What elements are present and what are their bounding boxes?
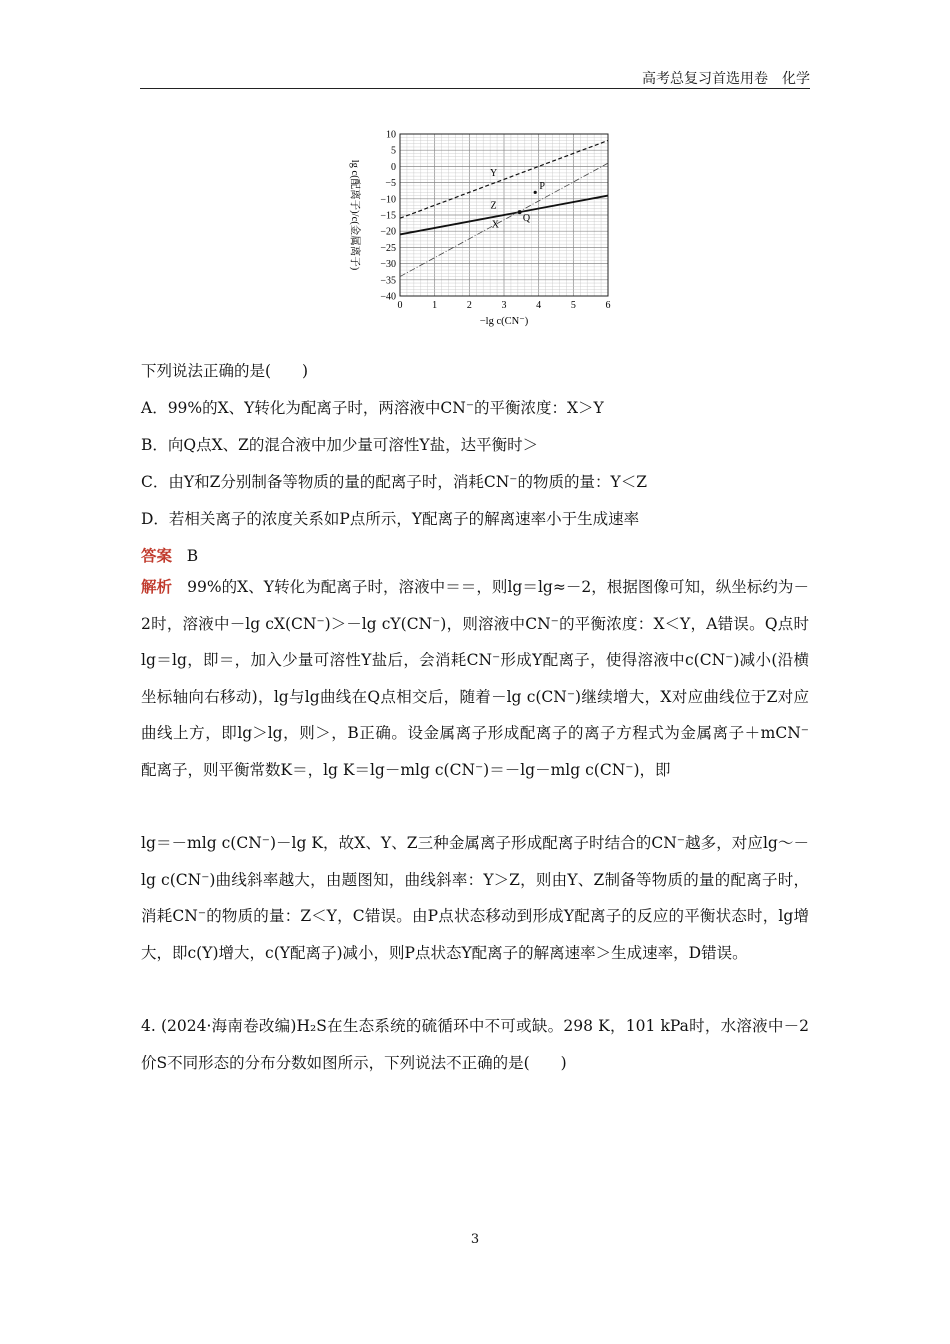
annotation-label-Y: Y bbox=[489, 167, 498, 179]
y-tick-label: −30 bbox=[380, 259, 396, 271]
annotation-label-P: P bbox=[539, 180, 545, 192]
annotation-label-X: X bbox=[491, 219, 499, 231]
point-p-marker bbox=[534, 191, 537, 194]
y-axis-title: lg c(配离子)/c(金属离子) bbox=[349, 159, 360, 271]
analysis-text-1: 99%的X、Y转化为配离子时，溶液中＝＝，则lg＝lg≈－2，根据图像可知，纵坐标约为－2时，溶液中－lg cX(CN⁻)＞－lg cY(CN⁻)，则溶液中CN⁻的平衡浓度：X＜Y，A错误。Q点时lg＝lg，即＝，加入少量可溶性Y盐后，会消耗CN⁻形成Y配离子，使得溶液中c(CN⁻)减小(沿横坐标轴向右移动)，lg与lg曲线在Q点相交后，随着－lg c(CN⁻)继续增大，X对应曲线位于Z对应曲线上方，即lg＞lg，则＞，B正确。设金属离子形成配离子的离子方程式为金属离子＋mCN⁻ 配离子，则平衡常数K＝，lg K＝lg－mlg c(CN⁻)＝－lg－mlg c(CN⁻)，即 bbox=[141, 578, 841, 779]
y-tick-label: −10 bbox=[380, 194, 396, 206]
option-b: B．向Q点X、Z的混合液中加少量可溶性Y盐，达平衡时＞ bbox=[141, 436, 539, 454]
y-tick-label: −5 bbox=[385, 178, 396, 190]
question-4: 4. (2024·海南卷改编)H₂S在生态系统的硫循环中不可或缺。298 K，101 kPa时，水溶液中－2价S不同形态的分布分数如图所示，下列说法不正确的是( ) bbox=[141, 1017, 809, 1072]
x-tick-label: 1 bbox=[432, 300, 438, 311]
annotation-label-Q: Q bbox=[522, 213, 531, 225]
page-header bbox=[140, 66, 810, 89]
x-tick-label: 5 bbox=[570, 300, 576, 311]
answer-line bbox=[141, 545, 811, 567]
analysis-label: 解析 bbox=[141, 577, 173, 596]
x-tick-label: 6 bbox=[605, 300, 611, 311]
x-tick-label: 3 bbox=[501, 300, 507, 311]
y-tick-label: −20 bbox=[380, 226, 396, 238]
page-number: 3 bbox=[470, 1232, 480, 1247]
y-tick-label: 5 bbox=[391, 145, 396, 157]
y-tick-label: −15 bbox=[380, 210, 396, 222]
answer-value: B bbox=[186, 547, 199, 565]
y-tick-label: 10 bbox=[386, 129, 396, 141]
option-a: A．99%的X、Y转化为配离子时，两溶液中CN⁻的平衡浓度：X＞Y bbox=[141, 399, 604, 417]
x-tick-label: 4 bbox=[536, 300, 542, 311]
chart-labels bbox=[349, 130, 611, 328]
header-title: 高考总复习首选用卷 化学 bbox=[642, 71, 810, 87]
y-tick-label: −40 bbox=[380, 291, 396, 303]
answer-label: 答案 bbox=[141, 546, 173, 565]
y-tick-label: 0 bbox=[391, 161, 396, 173]
x-axis-title: −lg c(CN⁻) bbox=[479, 316, 529, 327]
option-c: C．由Y和Z分别制备等物质的量的配离子时，消耗CN⁻的物质的量：Y＜Z bbox=[141, 473, 647, 491]
analysis-paragraph-2: lg＝－mlg c(CN⁻)－lg K，故X、Y、Z三种金属离子形成配离子时结合的CN⁻越多，对应lg～－lg c(CN⁻)曲线斜率越大，由题图知，曲线斜率：Y＞Z，则由Y、Z制备等物质的量的配离子时，消耗CN⁻的物质的量：Z＜Y，C错误。由P点状态移动到形成Y配离子的反应的平衡状态时，lg增大，即c(Y)增大，c(Y配离子)减小，则P点状态Y配离子的解离速率＞生成速率，D错误。 bbox=[141, 834, 809, 962]
option-d: D．若相关离子的浓度关系如P点所示，Y配离子的解离速率小于生成速率 bbox=[141, 510, 640, 528]
analysis-paragraph-1 bbox=[141, 569, 841, 789]
annotation-label-Z: Z bbox=[490, 200, 497, 212]
x-tick-label: 0 bbox=[397, 300, 403, 311]
x-tick-label: 2 bbox=[466, 300, 472, 311]
y-tick-label: −35 bbox=[380, 275, 396, 287]
point-q-marker bbox=[518, 210, 522, 214]
y-tick-label: −25 bbox=[380, 242, 396, 254]
question-stem: 下列说法正确的是( ) bbox=[141, 362, 309, 380]
line-chart bbox=[326, 124, 626, 334]
